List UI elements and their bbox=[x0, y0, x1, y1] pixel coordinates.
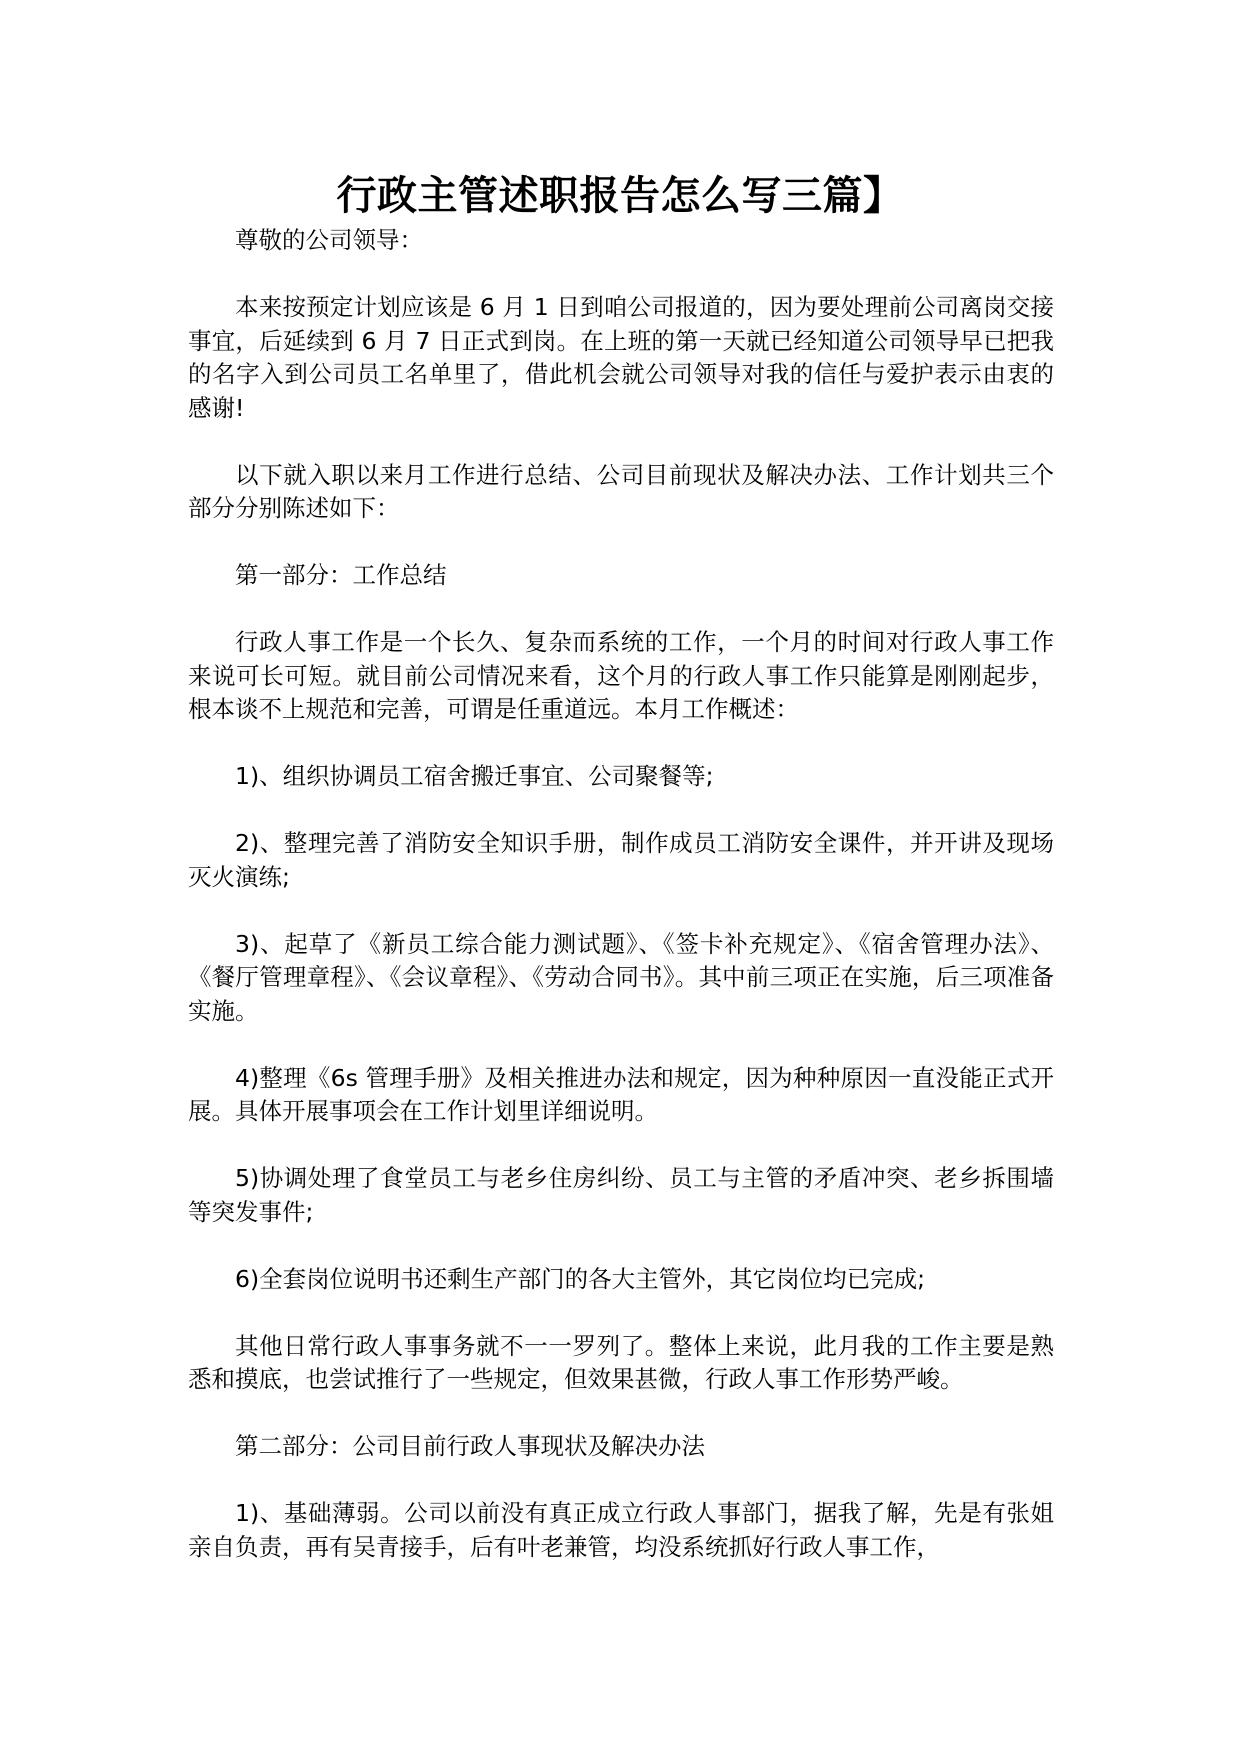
list-item: 3)、起草了《新员工综合能力测试题》、《签卡补充规定》、《宿舍管理办法》、《餐厅管理章程》、《会议章程》、《劳动合同书》。其中前三项正在实施，后三项准备实施。 bbox=[188, 929, 1054, 1025]
document-body bbox=[188, 224, 1054, 1598]
salutation: 尊敬的公司领导： bbox=[235, 226, 423, 254]
body-paragraph: 以下就入职以来月工作进行总结、公司目前现状及解决办法、工作计划共三个部分分别陈述如下： bbox=[188, 460, 1054, 522]
body-paragraph: 行政人事工作是一个长久、复杂而系统的工作，一个月的时间对行政人事工作来说可长可短。就目前公司情况来看，这个月的行政人事工作只能算是刚刚起步，根本谈不上规范和完善，可谓是任重道远。本月工作概述： bbox=[188, 628, 1054, 723]
list-item: 2)、整理完善了消防安全知识手册，制作成员工消防安全课件，并开讲及现场灭火演练; bbox=[188, 829, 1054, 891]
list-item: 1)、组织协调员工宿舍搬迁事宜、公司聚餐等; bbox=[235, 762, 714, 790]
list-item: 6)全套岗位说明书还剩生产部门的各大主管外，其它岗位均已完成; bbox=[235, 1264, 926, 1293]
section-heading: 第二部分：公司目前行政人事现状及解决办法 bbox=[235, 1432, 705, 1460]
list-item: 1)、基础薄弱。公司以前没有真正成立行政人事部门，据我了解，先是有张姐亲自负责，再有吴青接手，后有叶老兼管，均没系统抓好行政人事工作， bbox=[188, 1499, 1054, 1561]
list-item: 4)整理《6s 管理手册》及相关推进办法和规定，因为种种原因一直没能正式开展。具体开展事项会在工作计划里详细说明。 bbox=[188, 1063, 1054, 1125]
document-title: 行政主管述职报告怎么写三篇】 bbox=[336, 173, 904, 219]
body-paragraph: 其他日常行政人事事务就不一一罗列了。整体上来说，此月我的工作主要是熟悉和摸底，也尝试推行了一些规定，但效果甚微，行政人事工作形势严峻。 bbox=[188, 1331, 1054, 1393]
list-item: 5)协调处理了食堂员工与老乡住房纠纷、员工与主管的矛盾冲突、老乡拆围墙等突发事件; bbox=[188, 1164, 1054, 1226]
section-heading: 第一部分：工作总结 bbox=[235, 561, 447, 589]
body-paragraph: 本来按预定计划应该是 6 月 1 日到咱公司报道的，因为要处理前公司离岗交接事宜，后延续到 6 月 7 日正式到岗。在上班的第一天就已经知道公司领导早已把我的名字入到公司员工名单里了，借此机会就公司领导对我的信任与爱护表示由衷的感谢! bbox=[188, 293, 1054, 422]
